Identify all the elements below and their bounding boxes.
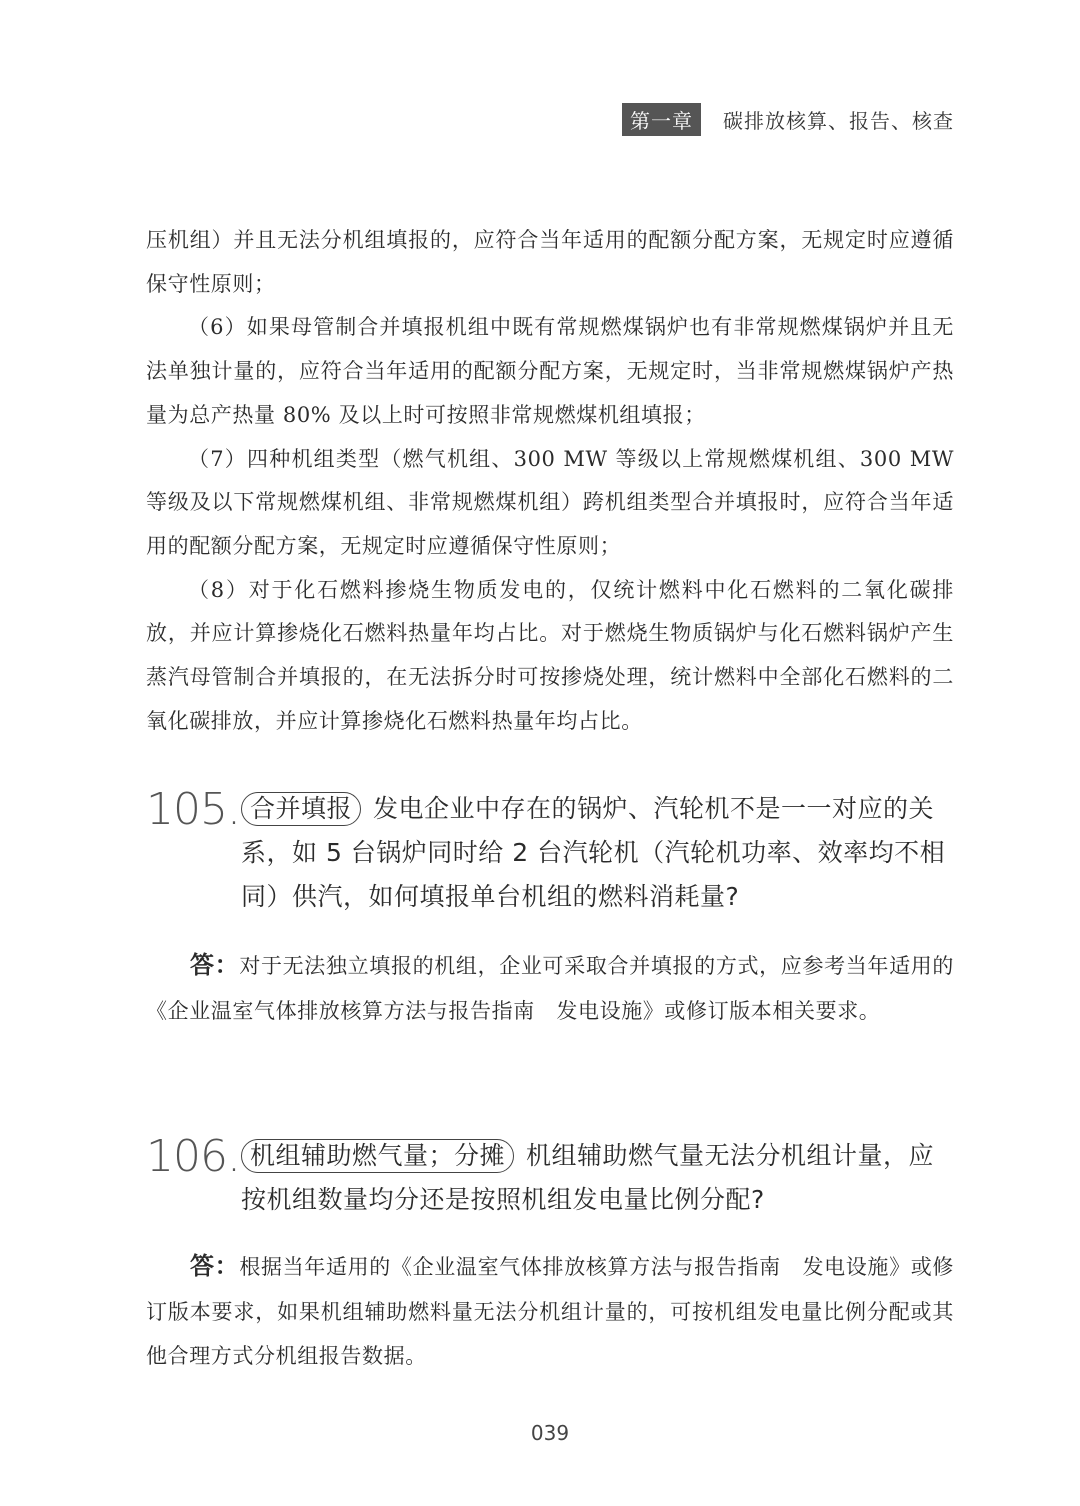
answer-body: 根据当年适用的《企业温室气体排放核算方法与报告指南 发电设施》或修订版本要求，如果机组辅助燃料量无法分机组计量的，可按机组发电量比例分配或其他合理方式分机组报告数据。	[146, 1255, 955, 1368]
question-text	[241, 1134, 954, 1222]
question-105	[146, 784, 954, 919]
answer-label: 答：	[190, 951, 240, 979]
chapter-title: 碳排放核算、报告、核查	[723, 109, 954, 133]
keyword-tag: 机组辅助燃气量；分摊	[241, 1139, 514, 1173]
paragraph: （6）如果母管制合并填报机组中既有常规燃煤锅炉也有非常规燃煤锅炉并且无法单独计量的，应符合当年适用的配额分配方案，无规定时，当非常规燃煤锅炉产热量为总产热量 80% 及以上时可按照非常规燃煤机组填报；	[146, 315, 954, 427]
paragraph: （7）四种机组类型（燃气机组、300 MW 等级以上常规燃煤机组、300 MW 等级及以下常规燃煤机组、非常规燃煤机组）跨机组类型合并填报时，应符合当年适用的配额分配方案，无规定时应遵循保守性原则；	[146, 446, 954, 558]
chapter-badge: 第一章	[622, 103, 701, 136]
answer-body: 对于无法独立填报的机组，企业可采取合并填报的方式，应参考当年适用的《企业温室气体排放核算方法与报告指南 发电设施》或修订版本相关要求。	[146, 954, 955, 1023]
answer-106	[146, 1244, 954, 1379]
question-text	[241, 787, 954, 919]
paragraph: （8）对于化石燃料掺烧生物质发电的，仅统计燃料中化石燃料的二氧化碳排放，并应计算掺烧化石燃料热量年均占比。对于燃烧生物质锅炉与化石燃料锅炉产生蒸汽母管制合并填报的，在无法拆分时可按掺烧处理，统计燃料中全部化石燃料的二氧化碳排放，并应计算掺烧化石燃料热量年均占比。	[146, 577, 954, 733]
question-body: 发电企业中存在的锅炉、汽轮机不是一一对应的关系，如 5 台锅炉同时给 2 台汽轮机（汽轮机功率、效率均不相同）供汽，如何填报单台机组的燃料消耗量?	[241, 794, 946, 911]
question-number: 106.	[146, 1131, 240, 1182]
page-number: 039	[530, 1421, 570, 1445]
answer-label: 答：	[190, 1252, 240, 1280]
running-header	[622, 103, 954, 136]
question-number: 105.	[146, 784, 240, 835]
answer-105	[146, 943, 954, 1033]
question-106	[146, 1131, 954, 1222]
question-body: 机组辅助燃气量无法分机组计量，应按机组数量均分还是按照机组发电量比例分配?	[241, 1141, 935, 1214]
keyword-tag: 合并填报	[241, 792, 361, 826]
paragraph: 压机组）并且无法分机组填报的，应符合当年适用的配额分配方案，无规定时应遵循保守性原则；	[146, 228, 954, 296]
body-text	[146, 219, 954, 743]
